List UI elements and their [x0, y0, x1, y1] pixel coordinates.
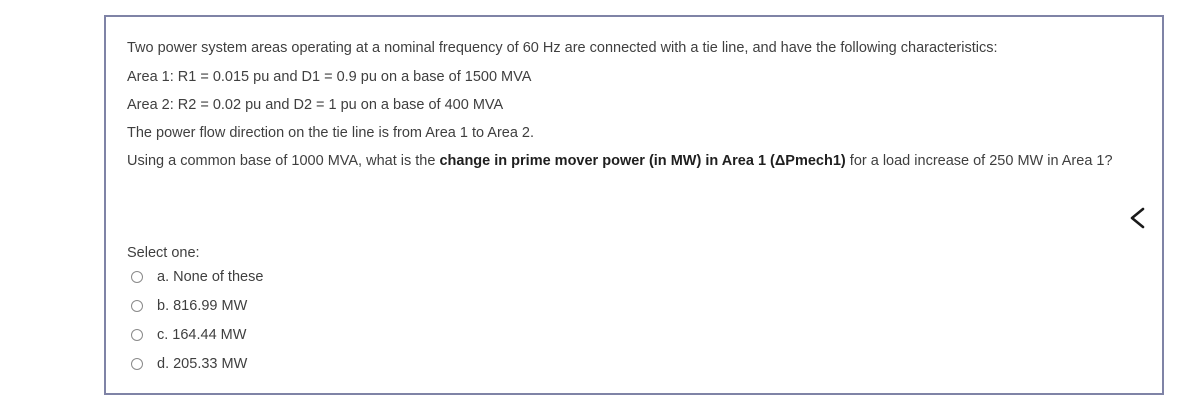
question-text-prompt: [127, 153, 1127, 170]
question-prompt-post: for a load increase of 250 MW in Area 1?: [845, 153, 1113, 169]
select-one-label: Select one:: [127, 245, 200, 261]
option-c[interactable]: [131, 326, 246, 344]
radio-button-a[interactable]: [131, 271, 143, 283]
option-b[interactable]: [131, 297, 247, 315]
question-prompt-bold: change in prime mover power (in MW) in Area 1 (ΔPmech1): [439, 153, 846, 169]
option-d-label: d. 205.33 MW: [157, 356, 248, 372]
option-b-label: b. 816.99 MW: [157, 298, 248, 314]
question-text-area1: Area 1: R1 = 0.015 pu and D1 = 0.9 pu on a base of 1500 MVA: [127, 69, 532, 85]
radio-button-c[interactable]: [131, 329, 143, 341]
option-a[interactable]: [131, 268, 263, 286]
chevron-left-icon[interactable]: [1124, 205, 1150, 231]
question-text-flow: The power flow direction on the tie line is from Area 1 to Area 2.: [127, 125, 535, 141]
option-d[interactable]: [131, 355, 247, 373]
question-text-intro: Two power system areas operating at a nominal frequency of 60 Hz are connected with a tie line, and have the following characteristics:: [127, 40, 998, 56]
radio-button-b[interactable]: [131, 300, 143, 312]
question-card: [104, 15, 1164, 395]
question-prompt-pre: Using a common base of 1000 MVA, what is the: [127, 153, 440, 169]
radio-button-d[interactable]: [131, 358, 143, 370]
question-text-area2: Area 2: R2 = 0.02 pu and D2 = 1 pu on a base of 400 MVA: [127, 97, 504, 113]
option-c-label: c. 164.44 MW: [157, 327, 247, 343]
option-a-label: a. None of these: [157, 269, 264, 285]
